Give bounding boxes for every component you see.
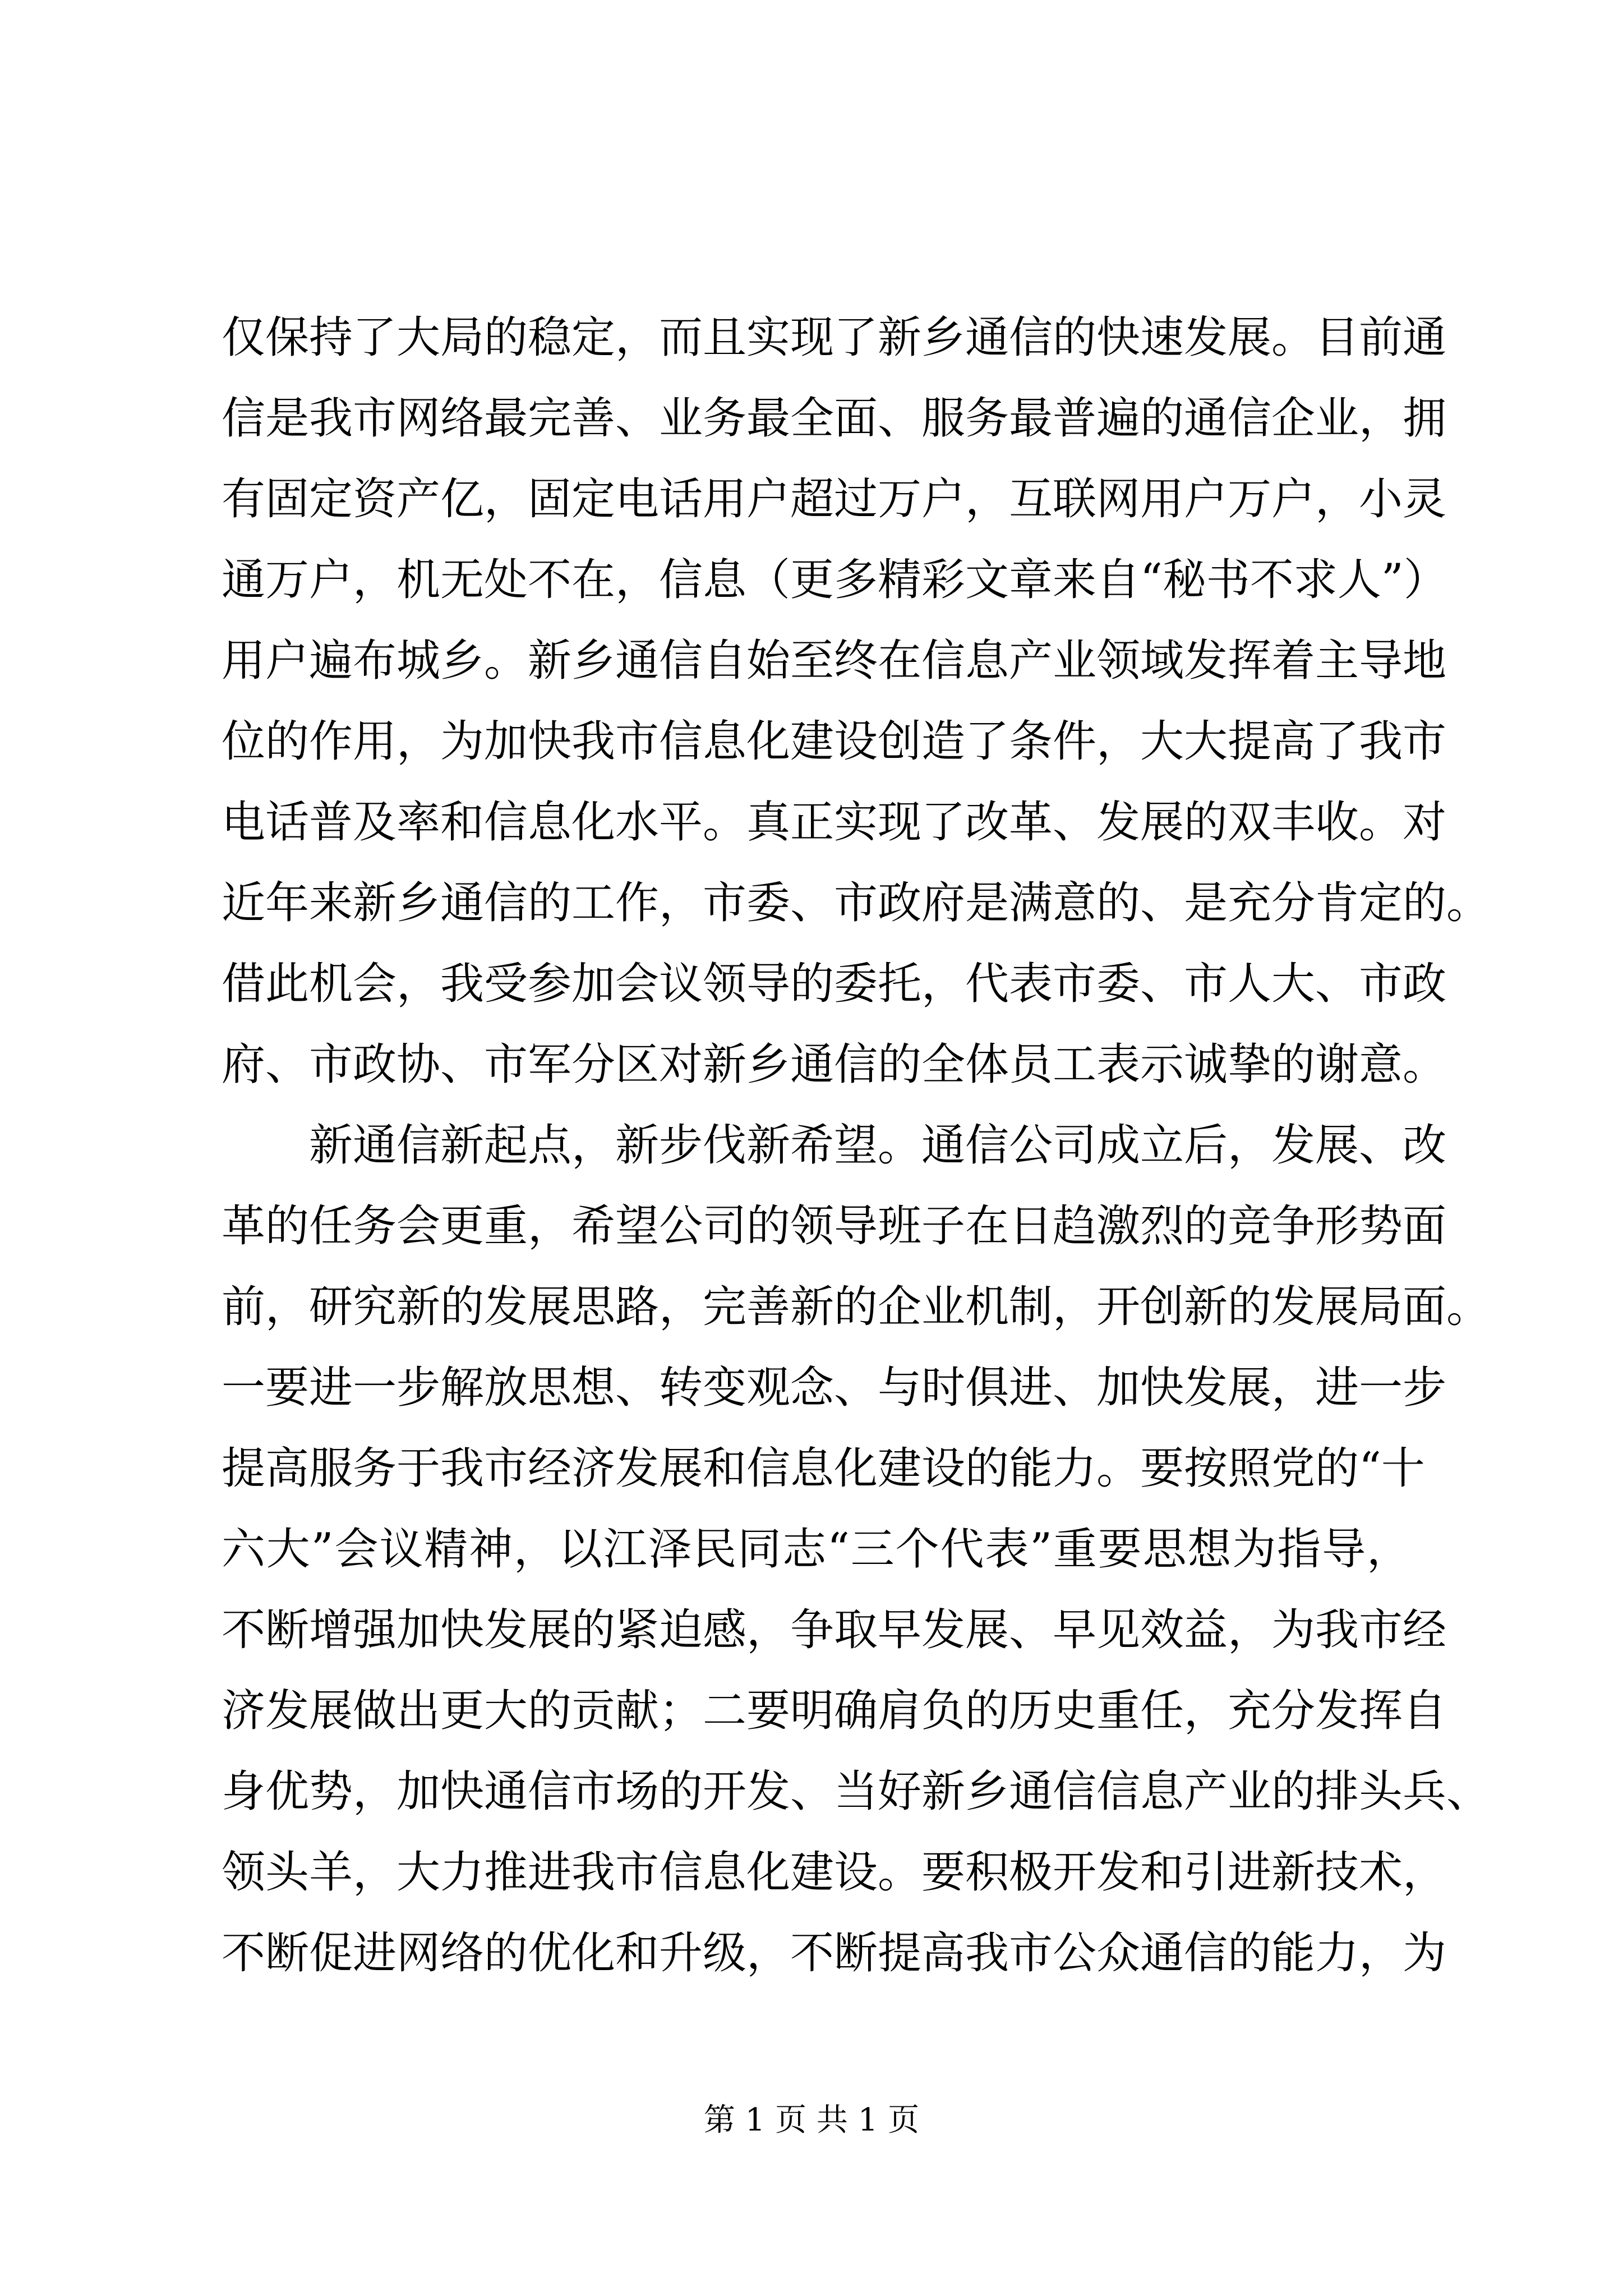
text-line: 电话普及率和信息化水平。真正实现了改革、发展的双丰收。对 — [222, 797, 1447, 848]
text-line: 借此机会，我受参加会议领导的委托，代表市委、市人大、市政 — [222, 959, 1447, 1009]
text-line: 一要进一步解放思想、转变观念、与时俱进、加快发展，进一步 — [222, 1363, 1447, 1413]
text-line: 有固定资产亿，固定电话用户超过万户，互联网用户万户，小灵 — [222, 474, 1447, 524]
text-line: 济发展做出更大的贡献；二要明确肩负的历史重任，充分发挥自 — [222, 1686, 1447, 1736]
text-line: 通万户，机无处不在，信息（更多精彩文章来自“秘书不求人”） — [222, 555, 1447, 605]
text-line: 近年来新乡通信的工作，市委、市政府是满意的、是充分肯定的。 — [222, 878, 1491, 928]
text-line: 领头羊，大力推进我市信息化建设。要积极开发和引进新技术， — [222, 1847, 1447, 1898]
text-line: 革的任务会更重，希望公司的领导班子在日趋激烈的竞争形势面 — [222, 1201, 1447, 1251]
text-line: 身优势，加快通信市场的开发、当好新乡通信信息产业的排头兵、 — [222, 1766, 1491, 1817]
text-line: 不断增强加快发展的紧迫感，争取早发展、早见效益，为我市经 — [222, 1605, 1447, 1655]
text-line: 前，研究新的发展思路，完善新的企业机制，开创新的发展局面。 — [222, 1282, 1491, 1332]
body-text — [222, 297, 1491, 1994]
text-line: 新通信新起点，新步伐新希望。通信公司成立后，发展、改 — [309, 1120, 1447, 1171]
text-line: 不断促进网络的优化和升级，不断提高我市公众通信的能力，为 — [222, 1928, 1447, 1978]
text-line: 位的作用，为加快我市信息化建设创造了条件，大大提高了我市 — [222, 716, 1447, 767]
page-number: 第 1 页 共 1 页 — [703, 2102, 920, 2138]
text-line: 六大”会议精神，以江泽民同志“三个代表”重要思想为指导， — [222, 1524, 1410, 1575]
text-line: 用户遍布城乡。新乡通信自始至终在信息产业领域发挥着主导地 — [222, 636, 1447, 686]
paragraph-2 — [222, 1105, 1491, 1994]
text-line: 提高服务于我市经济发展和信息化建设的能力。要按照党的“十 — [222, 1443, 1425, 1494]
text-line: 仅保持了大局的稳定，而且实现了新乡通信的快速发展。目前通 — [222, 312, 1447, 363]
text-line: 信是我市网络最完善、业务最全面、服务最普遍的通信企业，拥 — [222, 393, 1447, 444]
paragraph-1 — [222, 297, 1491, 1105]
page-footer — [0, 2098, 1623, 2143]
text-line: 府、市政协、市军分区对新乡通信的全体员工表示诚挚的谢意。 — [222, 1039, 1447, 1090]
